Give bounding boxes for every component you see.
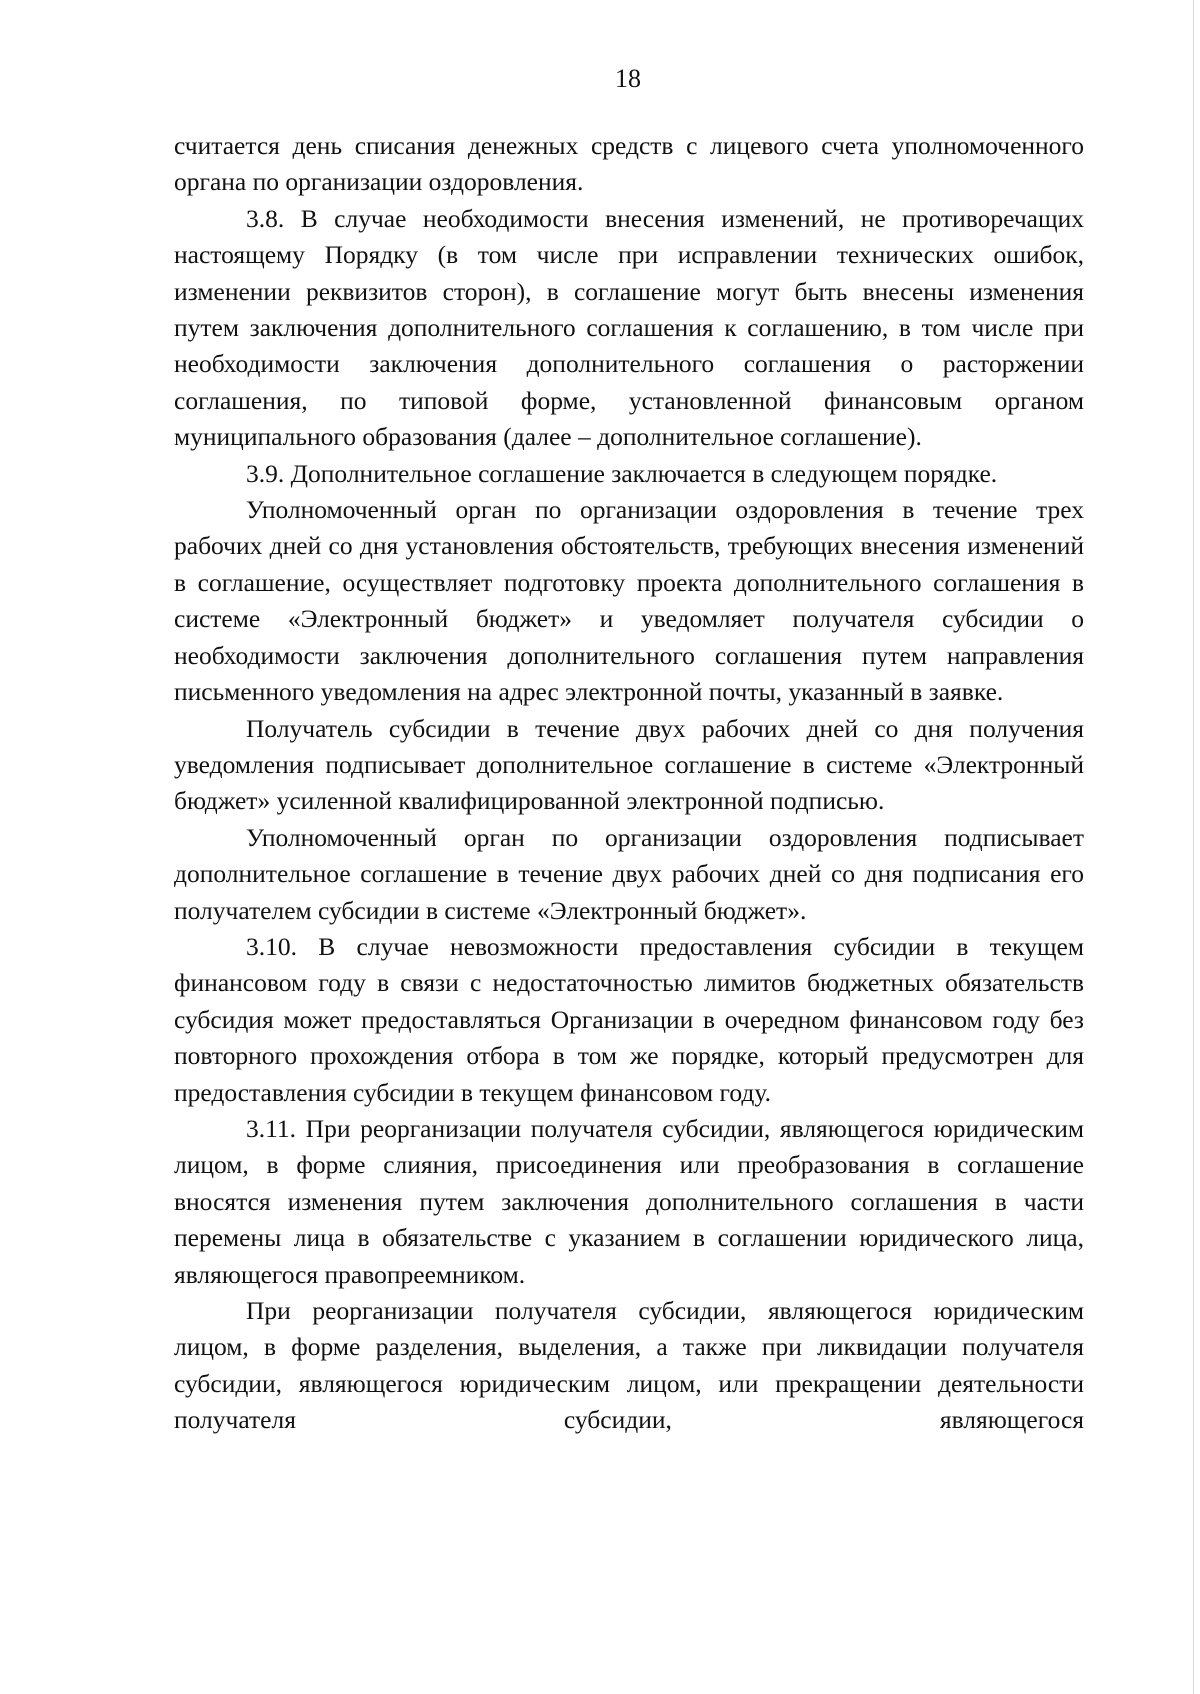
- paragraph-3-10: 3.10. В случае невозможности предоставления субсидии в текущем финансовом году в связи с недостаточностью лимитов бюджетных обязательств субсидия может предоставляться Организации в очередном финансовом году без повторного прохождения отбора в том же порядке, который предусмотрен для предоставления субсидии в текущем финансовом году.: [174, 931, 1084, 1107]
- paragraph-authority-notice: Уполномоченный орган по организации оздоровления в течение трех рабочих дней со дня установления обстоятельств, требующих внесения изменений в соглашение, осуществляет подготовку проекта дополнительного соглашения в системе «Электронный бюджет» и уведомляет получателя субсидии о необходимости заключения дополнительного соглашения путем направления письменного уведомления на адрес электронной почты, указанный в заявке.: [174, 495, 1084, 707]
- page-number: 18: [615, 64, 641, 93]
- paragraph-3-9: 3.9. Дополнительное соглашение заключается в следующем порядке.: [246, 458, 998, 488]
- paragraph-recipient-signs: Получатель субсидии в течение двух рабочих дней со дня получения уведомления подписывает дополнительное соглашение в системе «Электронный бюджет» усиленной квалифицированной электронной подписью.: [174, 713, 1084, 816]
- document-body: [174, 128, 1084, 1439]
- paragraph-reorganization: При реорганизации получателя субсидии, являющегося юридическим лицом, в форме разделения, выделения, а также при ликвидации получателя субсидии, являющегося юридическим лицом, или прекращении деятельности получателя субсидии, являющегося: [174, 1296, 1084, 1435]
- paragraph-authority-signs: Уполномоченный орган по организации оздоровления подписывает дополнительное соглашение в течение двух рабочих дней со дня подписания его получателем субсидии в системе «Электронный бюджет».: [174, 822, 1084, 925]
- paragraph-3-11: 3.11. При реорганизации получателя субсидии, являющегося юридическим лицом, в форме слияния, присоединения или преобразования в соглашение вносятся изменения путем заключения дополнительного соглашения в части перемены лица в обязательстве с указанием в соглашении юридического лица, являющегося правопреемником.: [174, 1113, 1084, 1289]
- paragraph-continuation: считается день списания денежных средств с лицевого счета уполномоченного органа по организации оздоровления.: [174, 131, 1084, 197]
- paragraph-3-8: 3.8. В случае необходимости внесения изменений, не противоречащих настоящему Порядку (в том числе при исправлении технических ошибок, изменении реквизитов сторон), в соглашение могут быть внесены изменения путем заключения дополнительного соглашения к соглашению, в том числе при необходимости заключения дополнительного соглашения о расторжении соглашения, по типовой форме, установленной финансовым органом муниципального образования (далее – дополнительное соглашение).: [174, 203, 1084, 452]
- page-edge: [1193, 0, 1194, 1694]
